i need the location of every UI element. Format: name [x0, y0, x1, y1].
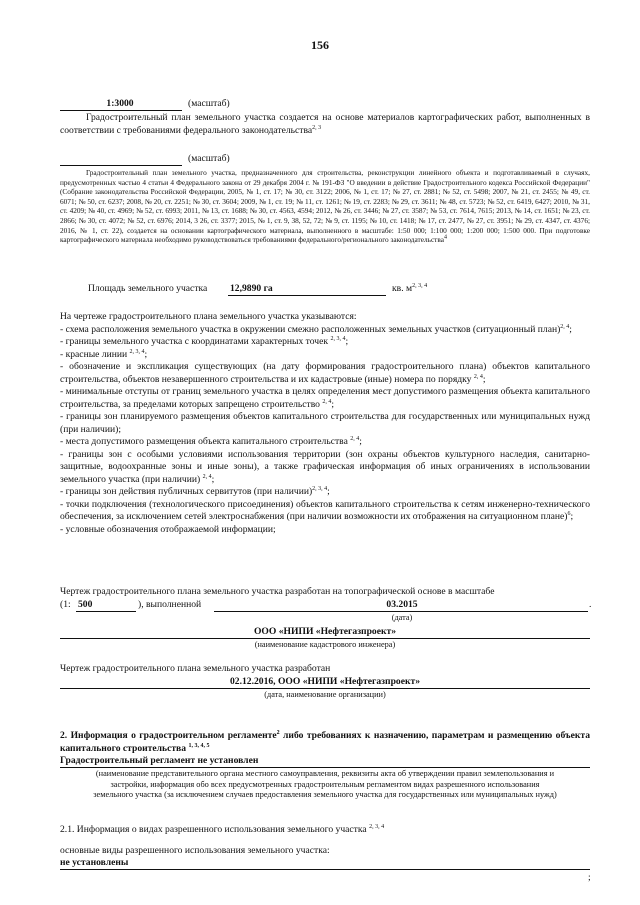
topo-line: Чертеж градостроительного плана земельного участка разработан на топографической основе в масштабе	[60, 586, 495, 597]
topo-prefix: (1:	[60, 599, 71, 610]
list-item: - места допустимого размещения объекта капитального строительства $^{2, 4}$;	[60, 435, 362, 447]
section-21-title: 2.1. Информация о видах разрешенного использования земельного участка $^{2, 3, 4}$	[60, 823, 385, 835]
drawing-list	[60, 311, 590, 536]
topo-scale: 500	[78, 599, 93, 610]
list-item: - красные линии $^{2, 3, 4}$;	[60, 348, 148, 360]
list-item: - границы зон планируемого размещения объектов капитального строительства для государственных или муниципальных нужд (при наличии);	[60, 411, 590, 435]
area-label: Площадь земельного участка	[88, 283, 208, 294]
area-value: 12,9890 га	[230, 283, 273, 294]
linear-object-paragraph: Градостроительный план земельного участка, предназначенного для строительства, реконструкции линейного объекта и подготавливаемый в случаях, предусмотренных частью 4 статьи 4 Федерального закона от 29 декабря 2004 г. № 191-ФЗ "О введении в действие Градостроительного кодекса Российской Федерации" (Собрание законодательства Российской Федерации, 2005, № 1, ст. 17; № 30, ст. 3122; 2006, № 1, ст. 17; № 27, ст. 2881; № 52, ст. 5498; 2007, № 21, ст. 2455; № 49, ст. 6071; № 50, ст. 6237; 2008, № 20, ст. 2251; № 30, ст. 3604; 2009, № 1, ст. 19; № 11, ст. 1261; № 19, ст. 2283; № 29, ст. 3611; № 48, ст. 5723; № 52, ст. 6419, 6427; 2010, № 31, ст. 4209; № 40, ст. 4969; № 52, ст. 6993; 2011, № 13, ст. 1688; № 30, ст. 4563, 4594; 2012, № 26, ст. 3446; № 27, ст. 3587; № 53, ст. 7614, 7615; 2013, № 14, ст. 1651; № 23, ст. 2866; № 30, ст. 4072; № 52, ст. 6976; 2014, 3 26, ст. 3377; 2015, № 1, ст. 9, 38, 52, 72; № 9, ст. 1195; № 10, ст. 1418; № 17, ст. 2477, № 27, ст. 3951; № 29, ст. 4347, ст. 4376; 2016, № 1, ст. 22), создается на основании картографического материала, выполненного в масштабе: 1:50 000; 1:100 000; 1:200 000; 1:500 000. При подготовке картографического материала необходимо руководствоваться требованиями федерального/регионального законодательства$^4$	[60, 168, 590, 245]
list-item: - обозначение и экспликация существующих (на дату формирования градостроительного плана) объектов капитального строительства, объектов незавершенного строительства и их кадастровые (иные) номера по порядку $^{2, 4}$;	[60, 361, 590, 385]
page-number: 156	[311, 38, 329, 52]
topo-date-label: (дата)	[391, 613, 413, 622]
list-item: - схема расположения земельного участка в окружении смежно расположенных земельных участков (ситуационный план)$^{2, 4}$;	[60, 323, 572, 335]
developed-label: (дата, наименование организации)	[264, 690, 386, 699]
drawing-list-intro: На чертеже градостроительного плана земельного участка указываются:	[60, 311, 357, 322]
list-item: - минимальные отступы от границ земельного участка в целях определения мест допустимого размещения объекта капитального строительства, за пределами которых запрещено строительство $^{2, 4}$;	[60, 386, 590, 410]
topo-mid: ), выполненной	[138, 599, 202, 610]
engineer-name: ООО «НИПИ «Нефтегазпроект»	[253, 626, 397, 637]
developed-value: 02.12.2016, ООО «НИПИ «Нефтегазпроект»	[229, 676, 420, 687]
scale-value: 1:3000	[106, 98, 134, 109]
list-item: - границы зон действия публичных сервитутов (при наличии)$^{2, 3, 4}$;	[60, 485, 330, 497]
scale-label-2: (масштаб)	[188, 153, 230, 164]
section-2-note: (наименование представительного органа местного самоуправления, реквизиты акта об утверждении правил землепользования и застройки, информация обо всех предусмотренных градостроительным регламентом видах разрешенного использования земельного участка (за исключением случаев предоставления земельного участка для государственных или муниципальных нужд)	[93, 769, 557, 799]
section-2-title: 2. Информация о градостроительном регламенте$^2$ либо требованиях к назначению, параметрам и размещению объекта капитального строительства $^{1, 3, 4, 5}$	[60, 729, 591, 754]
section-2-value: Градостроительный регламент не установлен	[60, 755, 259, 766]
section-21-value: не установлены	[60, 857, 129, 868]
engineer-label: (наименование кадастрового инженера)	[254, 640, 396, 649]
list-item: - точки подключения (технологического присоединения) объектов капитального строительства к сетям инженерно-технического обеспечения, за исключением сетей электроснабжения (при наличии возможности их отображения на ситуационном плане)$^6$;	[60, 498, 590, 522]
list-item: - границы зон с особыми условиями использования территории (зон охраны объектов культурного наследия, санитарно-защитные, водоохранные зоны и иные зоны), а также графическая информация об иных ограничениях в использовании земельного участка (при наличии) $^{2, 4}$;	[60, 448, 590, 485]
area-unit: кв. $м^{2, 3, 4}$	[392, 282, 428, 294]
scale-paragraph: Градостроительный план земельного участка создается на основе материалов картографических работ, выполненных в соответствии с требованиями федерального законодательства$^{2, 3}$	[60, 112, 590, 136]
section-21-label: основные виды разрешенного использования земельного участка:	[60, 845, 330, 856]
topo-date: 03.2015	[386, 599, 418, 610]
list-item: - условные обозначения отображаемой информации;	[60, 523, 276, 535]
developed-line: Чертеж градостроительного плана земельного участка разработан	[60, 663, 331, 674]
list-item: - границы земельного участка с координатами характерных точек $^{2, 3, 4}$;	[60, 335, 349, 347]
scale-label: (масштаб)	[188, 98, 230, 109]
document-page: 156 1:3000 (масштаб) Градостроительный план земельного участка создается на основе материалов картографических работ, выполненных в соответствии с требованиями федерального законодательства$^{2, 3}$ (масштаб) Градостроительный план земельного участка, предназначенного для строительства, реконструкции линейного объекта и подготавливаемый в случаях, предусмотренных частью 4 статьи 4 Федерального закона от 29 декабря 2004 г. № 191-ФЗ "О введении в действие Градостроительного кодекса Российской Федерации" (Собрание законодательства Российской Федерации, 2005, № 1, ст. 17; № 30, ст. 3122; 2006, № 1, ст. 17; № 27, ст. 2881; № 52, ст. 5498; 2007, № 21, ст. 2455; № 49, ст. 6071; № 50, ст. 6237; 2008, № 20, ст. 2251; № 30, ст. 3604; 2009, № 1, ст. 19; № 11, ст. 1261; № 19, ст. 2283; № 29, ст. 3611; № 48, ст. 5723; № 52, ст. 6419, 6427; 2010, № 31, ст. 4209; № 40, ст. 4969; № 52, ст. 6993; 2011, № 13, ст. 1688; № 30, ст. 4563, 4594; 2012, № 26, ст. 3446; № 27, ст. 3587; № 53, ст. 7614, 7615; 2013, № 14, ст. 1651; № 23, ст. 2866; № 30, ст. 4072; № 52, ст. 6976; 2014, 3 26, ст. 3377; 2015, № 1, ст. 9, 38, 52, 72; № 9, ст. 1195; № 10, ст. 1418; № 17, ст. 2477, № 27, ст. 3951; № 29, ст. 4347, ст. 4376; 2016, № 1, ст. 22), создается на основании картографического материала, выполненного в масштабе: 1:50 000; 1:100 000; 1:200 000; 1:500 000. При подготовке картографического материала необходимо руководствоваться требованиями федерального/регионального законодательства$^4$ Площадь земельного участка 12,9890 га кв. $м^{2, 3, 4}$ На чертеже градостроительного плана земельного участка указываются: - схема расположения земельного участка в окружении смежно расположенных земельных участков (ситуационный план)$^{2, 4}$; - границы земельного участка с координатами характерных точек $^{2, 3, 4}$; - красные линии $^{2, 3, 4}$; - обозначение и экспликация существующих (на дату формирования градостроительного плана) объектов капитального строительства, объектов незавершенного строительства и их кадастровые (иные) номера по порядку $^{2, 4}$; - минимальные отступы от границ земельного участка в целях определения мест допустимого размещения объекта капитального строительства, за пределами которых запрещено строительство $^{2, 4}$; - границы зон планируемого размещения объектов капитального строительства для государственных или муниципальных нужд (при наличии); - места допустимого размещения объекта капитального строительства $^{2, 4}$; - границы зон с особыми условиями использования территории (зон охраны объектов культурного наследия, санитарно-защитные, водоохранные зоны и иные зоны), а также графическая информация об иных ограничениях в использовании земельного участка (при наличии) $^{2, 4}$; - границы зон действия публичных сервитутов (при наличии)$^{2, 3, 4}$; - точки подключения (технологического присоединения) объектов капитального строительства к сетям инженерно-технического обеспечения, за исключением сетей электроснабжения (при наличии возможности их отображения на ситуационном плане)$^6$; - условные обозначения отображаемой информации; Чертеж градостроительного плана земельного участка разработан на топографической основе в масштабе (1: 500 ), выполненной 03.2015 . (дата) ООО «НИПИ «Нефтегазпроект» (наименование кадастрового инженера) Чертеж градостроительного плана земельного участка разработан 02.12.2016, ООО «НИПИ «Нефтегазпроект» (дата, наименование организации) 2. Информация о градостроительном регламенте$^2$ либо требованиях к назначению, параметрам и размещению объекта капитального строительства $^{1, 3, 4, 5}$ Градостроительный регламент не установлен (наименование представительного органа местного самоуправления, реквизиты акта об утверждении правил землепользования и застройки, информация обо всех предусмотренных градостроительным регламентом видах разрешенного использования земельного участка (за исключением случаев предоставления земельного участка для государственных или муниципальных нужд) 2.1. Информация о видах разрешенного использования земельного участка $^{2, 3, 4}$ основные виды разрешенного использования земельного участка: не установлены ;	[0, 0, 640, 905]
